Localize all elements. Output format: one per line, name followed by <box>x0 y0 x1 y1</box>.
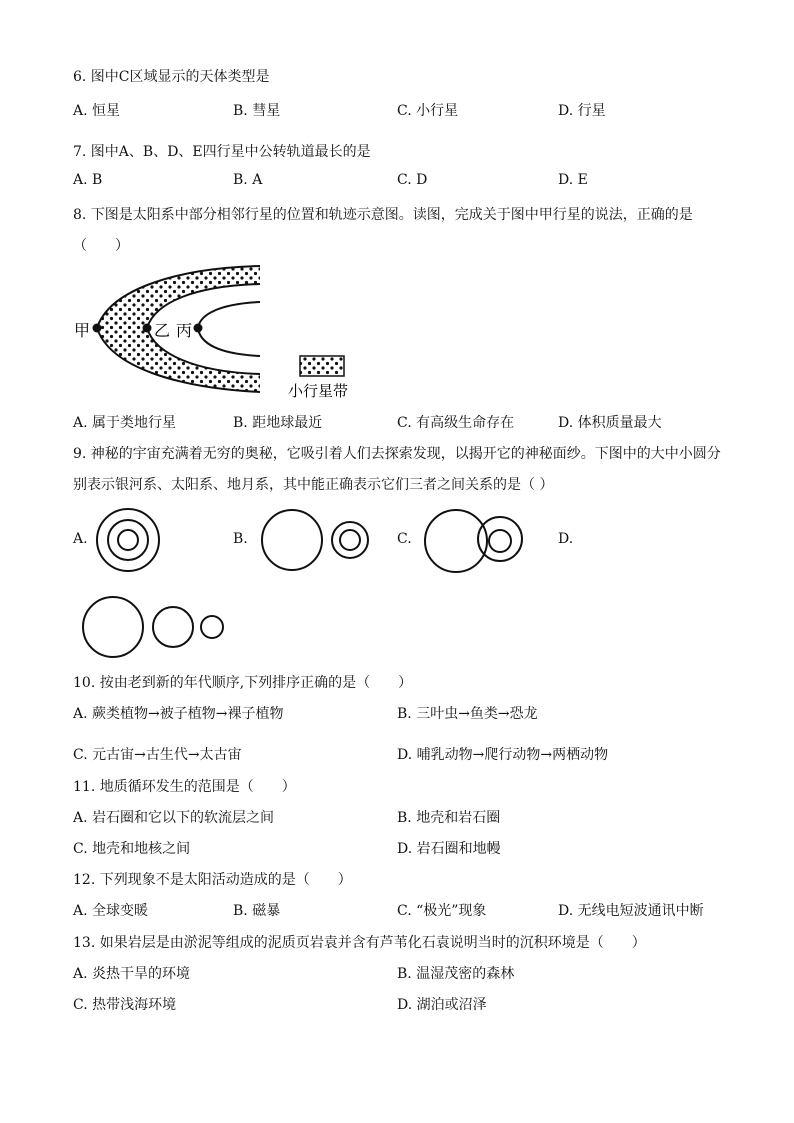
q7-option-c[interactable]: C. D <box>397 172 428 188</box>
planet-bing <box>194 324 203 333</box>
q11-option-c[interactable]: C. 地壳和地核之间 <box>73 841 191 857</box>
q7-option-b[interactable]: B. A <box>233 172 263 188</box>
q11-stem: 11. 地质循环发生的范围是（ ） <box>73 779 296 795</box>
label-jia: 甲 <box>74 321 91 340</box>
q9-stem-line1: 9. 神秘的宇宙充满着无穷的奥秘，它吸引着人们去探索发现，以揭开它的神秘面纱。下图中的大中小圆分 <box>73 446 721 462</box>
q10-option-a[interactable]: A. 蕨类植物→被子植物→裸子植物 <box>73 706 284 722</box>
q9-option-b-label[interactable]: B. <box>233 531 248 547</box>
q13-option-d[interactable]: D. 湖泊或沼泽 <box>397 997 487 1013</box>
orbit-inner <box>198 302 260 356</box>
q6-stem: 6. 图中C区域显示的天体类型是 <box>73 69 270 85</box>
q8-option-b[interactable]: B. 距地球最近 <box>233 415 323 431</box>
planet-yi <box>143 324 152 333</box>
planet-jia <box>93 324 102 333</box>
q13-stem: 13. 如果岩层是由淤泥等组成的泥质页岩袁并含有芦苇化石袁说明当时的沉积环境是（ ） <box>73 935 646 951</box>
q9-option-c-label[interactable]: C. <box>397 531 412 547</box>
q11-option-d[interactable]: D. 岩石圈和地幔 <box>397 841 501 857</box>
q10-option-c[interactable]: C. 元古宙→古生代→太古宙 <box>73 747 242 763</box>
q9-option-c-figure <box>420 506 550 576</box>
q10-option-b[interactable]: B. 三叶虫→鱼类→恐龙 <box>397 706 538 722</box>
q12-option-b[interactable]: B. 磁暴 <box>233 903 281 919</box>
q9-option-d-figure <box>78 592 238 662</box>
q8-option-c[interactable]: C. 有高级生命存在 <box>397 415 515 431</box>
q7-stem: 7. 图中A、B、D、E四行星中公转轨道最长的是 <box>73 144 371 160</box>
label-bing: 丙 <box>176 321 193 340</box>
q8-orbit-figure <box>60 258 380 403</box>
q6-option-a[interactable]: A. 恒星 <box>73 103 121 119</box>
q7-option-d[interactable]: D. E <box>558 172 588 188</box>
q13-option-b[interactable]: B. 温湿茂密的森林 <box>397 966 515 982</box>
q13-option-a[interactable]: A. 炎热干旱的环境 <box>73 966 191 982</box>
q6-option-c[interactable]: C. 小行星 <box>397 103 459 119</box>
q8-stem: 8. 下图是太阳系中部分相邻行星的位置和轨迹示意图。读图，完成关于图中甲行星的说法，正确的是 <box>73 207 693 223</box>
q6-option-b[interactable]: B. 彗星 <box>233 103 281 119</box>
q10-stem: 10. 按由老到新的年代顺序,下列排序正确的是（ ） <box>73 675 413 691</box>
q12-option-c[interactable]: C. “极光”现象 <box>397 903 487 919</box>
q10-option-d[interactable]: D. 哺乳动物→爬行动物→两栖动物 <box>397 747 609 763</box>
q9-option-b-figure <box>258 506 398 576</box>
q11-option-a[interactable]: A. 岩石圈和它以下的软流层之间 <box>73 810 275 826</box>
q9-option-a-figure <box>92 506 172 576</box>
legend-swatch <box>300 356 344 376</box>
legend-label: 小行星带 <box>288 382 349 400</box>
q9-stem-line2: 别表示银河系、太阳系、地月系，其中能正确表示它们三者之间关系的是（ ） <box>73 477 554 493</box>
label-yi: 乙 <box>154 321 171 340</box>
q8-option-d[interactable]: D. 体积质量最大 <box>558 415 662 431</box>
q9-option-d-label[interactable]: D. <box>558 531 574 547</box>
q9-option-a-label[interactable]: A. <box>73 531 88 547</box>
q7-option-a[interactable]: A. B <box>73 172 103 188</box>
q12-stem: 12. 下列现象不是太阳活动造成的是（ ） <box>73 872 352 888</box>
q12-option-a[interactable]: A. 全球变暖 <box>73 903 149 919</box>
q12-option-d[interactable]: D. 无线电短波通讯中断 <box>558 903 704 919</box>
q8-option-a[interactable]: A. 属于类地行星 <box>73 415 177 431</box>
q13-option-c[interactable]: C. 热带浅海环境 <box>73 997 177 1013</box>
q8-answer-paren: （ ） <box>73 238 129 254</box>
q6-option-d[interactable]: D. 行星 <box>558 103 606 119</box>
q11-option-b[interactable]: B. 地壳和岩石圈 <box>397 810 501 826</box>
